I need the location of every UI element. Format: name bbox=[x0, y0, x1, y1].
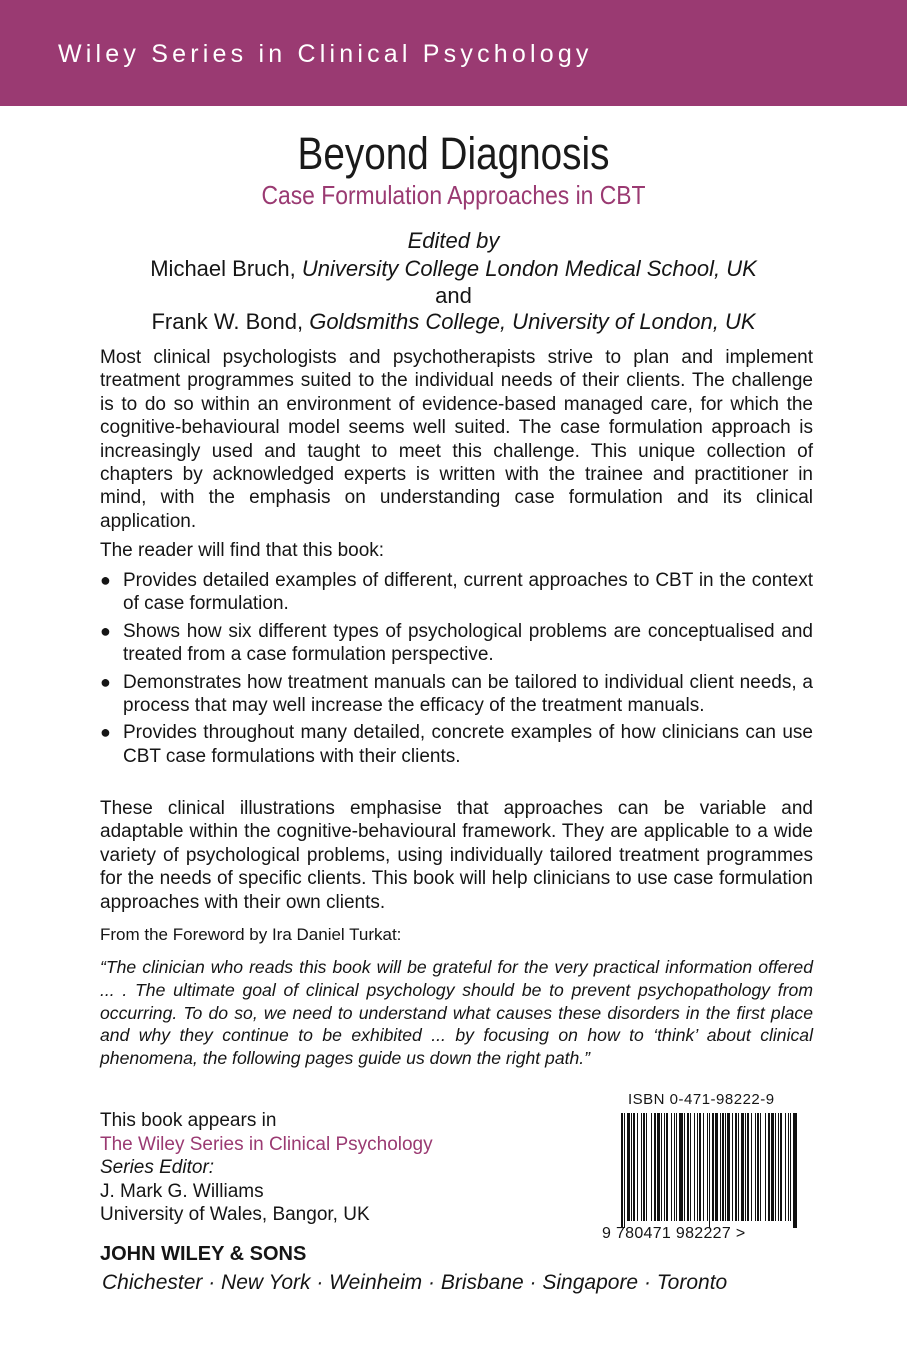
barcode-bar bbox=[679, 1113, 683, 1221]
barcode-bar bbox=[788, 1113, 789, 1221]
bullet-icon: ● bbox=[100, 671, 111, 692]
bullet-icon: ● bbox=[100, 722, 111, 743]
publisher-locations: Chichester · New York · Weinheim · Brisbane · Singapore · Toronto bbox=[102, 1271, 728, 1294]
barcode-bar bbox=[771, 1113, 774, 1221]
series-title: Wiley Series in Clinical Psychology bbox=[58, 40, 593, 68]
barcode-bar bbox=[646, 1113, 647, 1221]
list-item bbox=[100, 721, 813, 768]
barcode-bar bbox=[654, 1113, 656, 1221]
description-closing: These clinical illustrations emphasise that approaches can be variable and adaptable within the cognitive-behavioural framework. They are applicable to a wide variety of psychological problems, using individually tailored treatment programmes for the needs of specific clients. This book will help clinicians to use case formulation approaches with their own clients. bbox=[100, 798, 813, 913]
editor-1-name: Michael Bruch, bbox=[150, 256, 302, 281]
barcode-bar bbox=[725, 1113, 726, 1221]
barcode-bar bbox=[697, 1113, 698, 1221]
publisher-name: JOHN WILEY & SONS bbox=[100, 1243, 307, 1265]
foreword-intro: From the Foreword by Ira Daniel Turkat: bbox=[100, 925, 402, 944]
book-subtitle: Case Formulation Approaches in CBT bbox=[261, 180, 646, 210]
barcode-bar bbox=[720, 1113, 721, 1221]
series-name: The Wiley Series in Clinical Psychology bbox=[100, 1133, 433, 1155]
barcode-bar bbox=[755, 1113, 756, 1221]
barcode-bar bbox=[707, 1113, 708, 1221]
list-item-text: Provides throughout many detailed, concrete examples of how clinicians can use CBT case formulations with their clients. bbox=[123, 722, 813, 767]
barcode-bar bbox=[775, 1113, 776, 1221]
barcode-bar bbox=[674, 1113, 675, 1221]
list-item bbox=[100, 569, 813, 616]
barcode-bar bbox=[760, 1113, 761, 1221]
barcode-bar bbox=[727, 1113, 730, 1221]
barcode-bar bbox=[780, 1113, 782, 1221]
barcode-bar bbox=[657, 1113, 660, 1221]
series-editor-name: J. Mark G. Williams bbox=[100, 1180, 264, 1202]
series-editor-label: Series Editor: bbox=[100, 1157, 215, 1178]
barcode-bar bbox=[664, 1113, 665, 1221]
barcode-bar bbox=[643, 1113, 645, 1221]
editor-1-affiliation: University College London Medical School, UK bbox=[301, 256, 757, 281]
barcode-bar bbox=[676, 1113, 677, 1221]
series-info bbox=[100, 1109, 433, 1227]
series-banner bbox=[0, 0, 907, 106]
bullet-icon: ● bbox=[100, 570, 111, 590]
reader-intro: The reader will find that this book: bbox=[100, 540, 385, 561]
editor-2-name: Frank W. Bond, bbox=[151, 309, 310, 334]
foreword-quote: “The clinician who reads this book will be grateful for the very practical information offered ... . The ultimate goal of clinical psychology should be to prevent psychopathology from occurring. To do so, we need to understand what causes these disorders in the first place and why they continue to be exhibited ... by focusing on how to ‘think’ about clinical phenomena, the following pages guide us down the right path.” bbox=[100, 957, 813, 1069]
barcode-bar bbox=[712, 1113, 714, 1221]
barcode-bar bbox=[765, 1113, 766, 1221]
isbn-label: ISBN 0-471-98222-9 bbox=[628, 1091, 775, 1108]
barcode-image bbox=[621, 1113, 797, 1228]
barcode-bar bbox=[690, 1113, 691, 1221]
barcode-bar bbox=[637, 1113, 638, 1221]
description-intro: Most clinical psychologists and psychotherapists strive to plan and implement treatment programmes suited to the individual needs of their clients. The challenge is to do so within an environment of evidence-based managed care, for which the cognitive-behavioural model seems well suited. The case formulation approach is increasingly used and taught to meet this challenge. This unique collection of chapters by acknowledged experts is written with the trainee and practitioner in mind, with the emphasis on understanding case formulation and its clinical application. bbox=[100, 347, 813, 532]
barcode-bar bbox=[666, 1113, 668, 1221]
barcode-bar bbox=[694, 1113, 695, 1221]
barcode-bar bbox=[751, 1113, 752, 1221]
barcode-bar bbox=[641, 1113, 642, 1221]
barcode-bar bbox=[747, 1113, 749, 1221]
list-item bbox=[100, 620, 813, 667]
barcode-bar bbox=[768, 1113, 770, 1221]
editor-1 bbox=[0, 256, 907, 282]
barcode-bar bbox=[785, 1113, 786, 1221]
list-item bbox=[100, 671, 813, 718]
barcode-bar bbox=[684, 1113, 685, 1221]
editors-and: and bbox=[435, 283, 472, 308]
barcode-bar bbox=[790, 1113, 791, 1221]
barcode-bar bbox=[631, 1113, 632, 1221]
barcode-bar bbox=[633, 1113, 635, 1221]
barcode-bar bbox=[627, 1113, 630, 1221]
barcode-bar bbox=[732, 1113, 733, 1221]
barcode-bar bbox=[722, 1113, 724, 1221]
barcode-bar bbox=[624, 1113, 625, 1228]
series-editor-affiliation: University of Wales, Bangor, UK bbox=[100, 1204, 370, 1225]
barcode-bar bbox=[661, 1113, 662, 1221]
bullet-icon: ● bbox=[100, 620, 111, 641]
barcode-bar bbox=[715, 1113, 718, 1221]
list-item-text: Provides detailed examples of different, current approaches to CBT in the context of case formulation. bbox=[123, 570, 813, 615]
barcode-bar bbox=[745, 1113, 746, 1221]
edited-by-label: Edited by bbox=[407, 228, 500, 253]
barcode-bar bbox=[735, 1113, 737, 1221]
barcode-bar bbox=[778, 1113, 779, 1221]
barcode-bar bbox=[687, 1113, 689, 1221]
book-title: Beyond Diagnosis bbox=[297, 128, 610, 179]
barcode-bar bbox=[703, 1113, 704, 1221]
list-item-text: Shows how six different types of psychological problems are conceptualised and treated from a case formulation perspective. bbox=[123, 620, 813, 666]
barcode-bar bbox=[757, 1113, 759, 1221]
appears-in-label: This book appears in bbox=[100, 1110, 277, 1131]
barcode-bar bbox=[793, 1113, 797, 1228]
barcode-bar bbox=[671, 1113, 672, 1221]
barcode-bar bbox=[741, 1113, 744, 1221]
barcode-bar bbox=[621, 1113, 623, 1228]
barcode-bar bbox=[699, 1113, 701, 1221]
editor-2-affiliation: Goldsmiths College, University of London, UK bbox=[309, 309, 756, 334]
feature-list bbox=[100, 569, 813, 772]
barcode-digits: 9 780471 982227 > bbox=[602, 1225, 746, 1242]
list-item-text: Demonstrates how treatment manuals can be tailored to individual client needs, a process that may well increase the efficacy of the treatment manuals. bbox=[123, 671, 813, 717]
editor-2 bbox=[0, 309, 907, 335]
barcode-bar bbox=[738, 1113, 739, 1221]
barcode-bar bbox=[709, 1113, 710, 1228]
barcode-bar bbox=[651, 1113, 652, 1221]
